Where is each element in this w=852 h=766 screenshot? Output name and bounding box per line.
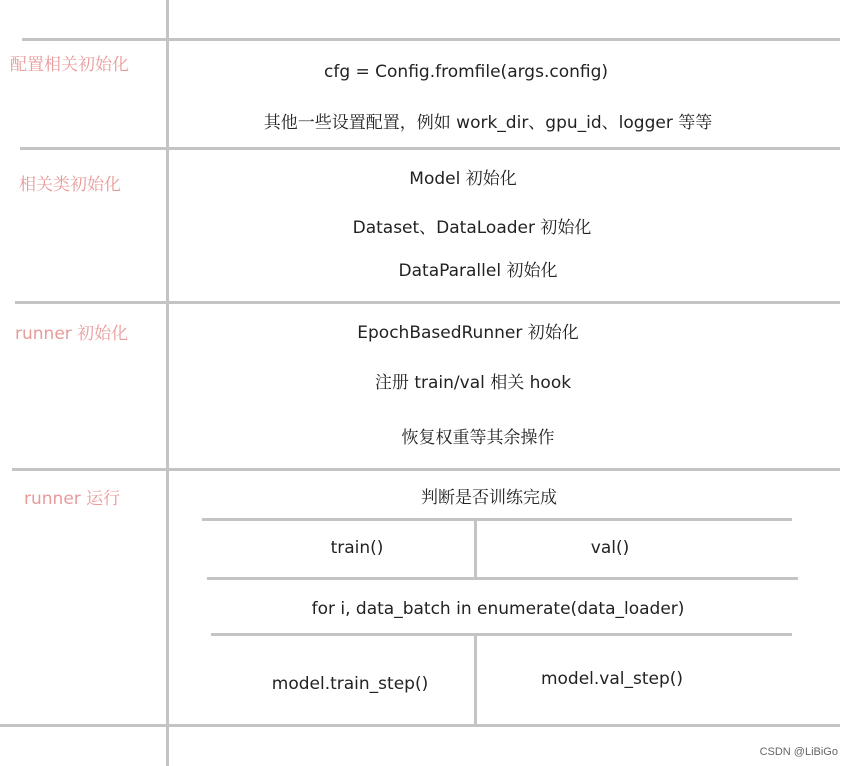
train-val-divider xyxy=(474,520,477,578)
watermark: CSDN @LiBiGo xyxy=(759,746,838,758)
val-call: val() xyxy=(590,538,630,558)
resume-weights: 恢复权重等其余操作 xyxy=(401,428,555,448)
runner-init: EpochBasedRunner 初始化 xyxy=(357,323,579,343)
model-init: Model 初始化 xyxy=(409,169,517,189)
bottom-divider xyxy=(0,724,840,727)
section-label-runner-run: runner 运行 xyxy=(24,489,121,509)
row-divider xyxy=(12,468,840,471)
config-fromfile: cfg = Config.fromfile(args.config) xyxy=(323,62,609,82)
train-call: train() xyxy=(330,538,384,558)
data-loop: for i, data_batch in enumerate(data_loader) xyxy=(311,599,685,619)
register-hooks: 注册 train/val 相关 hook xyxy=(374,373,572,393)
dataset-init: Dataset、DataLoader 初始化 xyxy=(352,218,592,238)
step-divider xyxy=(474,635,477,726)
row-divider xyxy=(15,301,840,304)
check-training-done: 判断是否训练完成 xyxy=(421,488,557,508)
sub-divider xyxy=(211,633,792,636)
section-label-runner-init: runner 初始化 xyxy=(15,324,129,344)
sub-divider xyxy=(202,518,792,521)
main-divider-vertical xyxy=(166,0,169,766)
row-divider xyxy=(20,147,840,150)
val-step: model.val_step() xyxy=(540,669,684,689)
row-divider xyxy=(22,38,840,41)
sub-divider xyxy=(207,577,798,580)
train-step: model.train_step() xyxy=(271,674,429,694)
dataparallel-init: DataParallel 初始化 xyxy=(398,261,558,281)
section-label-classes: 相关类初始化 xyxy=(19,175,121,195)
other-settings: 其他一些设置配置，例如 work_dir、gpu_id、logger 等等 xyxy=(263,113,713,133)
section-label-config: 配置相关初始化 xyxy=(10,55,129,75)
